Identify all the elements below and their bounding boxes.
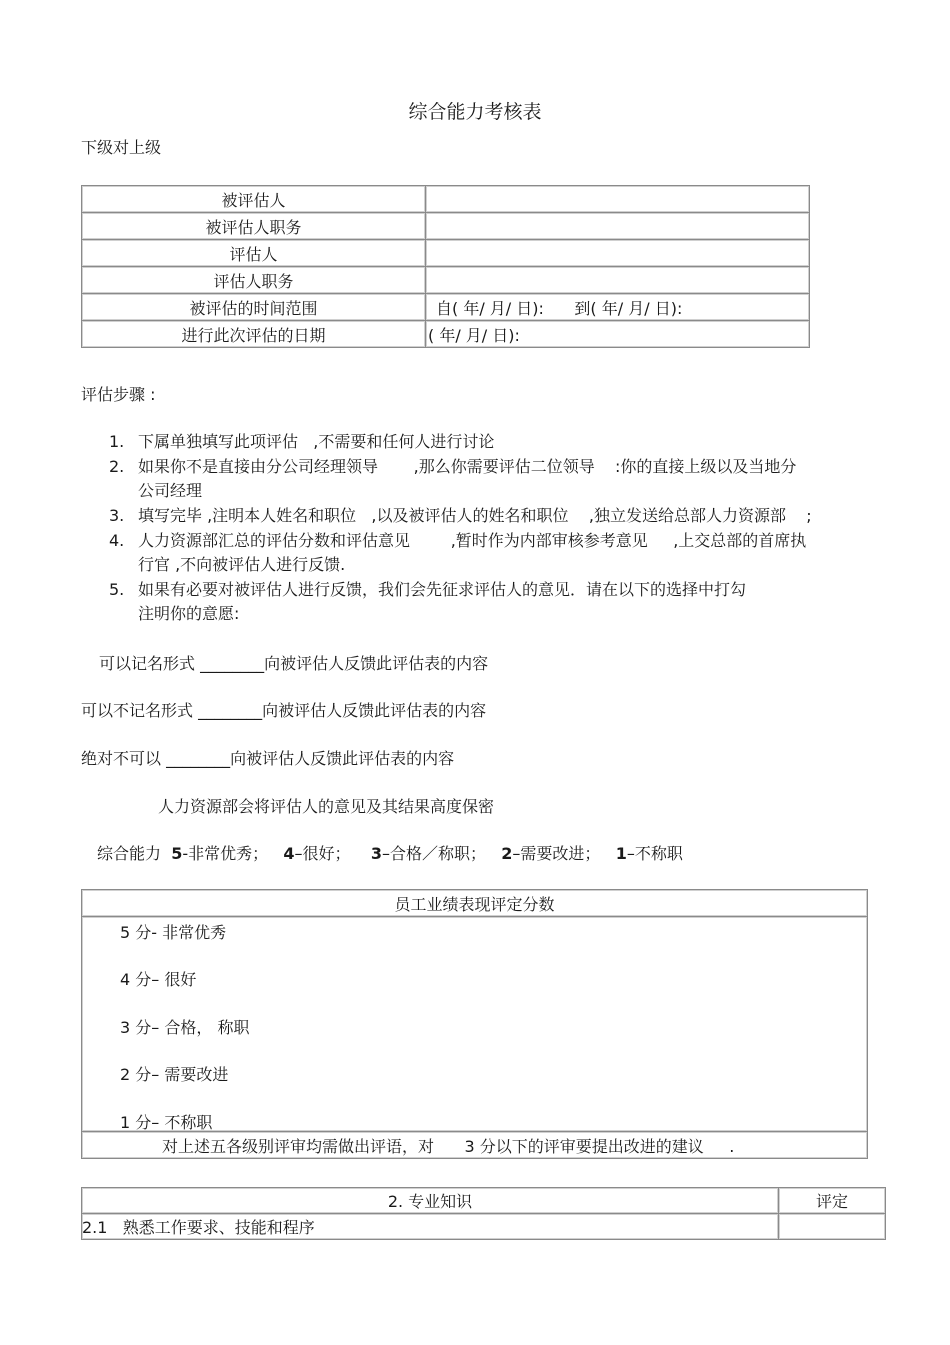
criterion-rating[interactable]: [779, 1214, 886, 1240]
info-value[interactable]: [426, 267, 810, 294]
info-row: [82, 186, 810, 213]
scale-text: –合格／称职；: [382, 844, 502, 863]
rating-note: 对上述五各级别评审均需做出评语，对 3 分以下的评审要提出改进的建议 .: [82, 1132, 868, 1159]
step-text: 填写完毕 ,注明本人姓名和职位 ,以及被评估人的姓名和职位 ,独立发送给总部人力资源部 ;: [138, 506, 812, 525]
confidentiality-note: 人力资源部会将评估人的意见及其结果高度保密: [158, 797, 495, 816]
step-number: 3.: [109, 506, 125, 525]
step-number: 5.: [109, 580, 125, 599]
page-subtitle: 下级对上级: [81, 138, 162, 157]
steps-heading: 评估步骤 :: [81, 385, 156, 404]
step-item: [81, 529, 881, 577]
scale-text: -非常优秀；: [182, 844, 284, 863]
info-value[interactable]: [426, 240, 810, 267]
info-row: [82, 294, 810, 321]
info-table: [81, 185, 810, 348]
info-value[interactable]: 自( 年/ 月/ 日): 到( 年/ 月/ 日):: [426, 294, 810, 321]
info-row: [82, 321, 810, 348]
scale-number: 5: [171, 844, 183, 863]
rating-table: [81, 889, 868, 1159]
rating-column-header: 评定: [779, 1188, 886, 1214]
scale-text: –不称职: [626, 844, 683, 863]
step-text: 下属单独填写此项评估 ,不需要和任何人进行讨论: [138, 432, 495, 451]
rating-levels-cell: [82, 917, 868, 1132]
info-label: 被评估人: [82, 186, 426, 213]
option-anonymous-feedback[interactable]: 可以不记名形式 ________向被评估人反馈此评估表的内容: [81, 701, 487, 720]
scale-text: –很好；: [294, 844, 371, 863]
rating-scale-line: [97, 841, 683, 864]
option-named-feedback[interactable]: 可以记名形式 ________向被评估人反馈此评估表的内容: [99, 654, 489, 673]
info-value[interactable]: [426, 186, 810, 213]
info-label: 进行此次评估的日期: [82, 321, 426, 348]
scale-prefix: 综合能力: [97, 844, 172, 863]
rating-table-header: 员工业绩表现评定分数: [82, 890, 868, 917]
step-item: [81, 504, 881, 528]
criterion-label: 2.1 熟悉工作要求、技能和程序: [82, 1214, 779, 1240]
professional-knowledge-table: [81, 1187, 886, 1240]
info-label: 被评估人职务: [82, 213, 426, 240]
step-text: 如果有必要对被评估人进行反馈，我们会先征求评估人的意见．请在以下的选择中打勾 注明你的意愿:: [138, 580, 747, 623]
info-label: 评估人职务: [82, 267, 426, 294]
rating-level: 5 分- 非常优秀: [120, 923, 227, 942]
step-text: 人力资源部汇总的评估分数和评估意见 ,暂时作为内部审核参考意见 ,上交总部的首席执 行官 ,不向被评估人进行反馈.: [138, 531, 807, 574]
section-header: 2. 专业知识: [82, 1188, 779, 1214]
scale-number: 1: [615, 844, 627, 863]
option-no-feedback[interactable]: 绝对不可以 ________向被评估人反馈此评估表的内容: [81, 749, 455, 768]
table-row: [82, 1214, 886, 1240]
rating-level: 2 分– 需要改进: [120, 1065, 229, 1084]
step-item: [81, 455, 881, 503]
page-title: 综合能力考核表: [408, 101, 542, 123]
steps-list: [81, 430, 881, 627]
info-label: 评估人: [82, 240, 426, 267]
step-number: 2.: [109, 457, 125, 476]
step-number: 4.: [109, 531, 125, 550]
info-label: 被评估的时间范围: [82, 294, 426, 321]
scale-number: 2: [501, 844, 513, 863]
info-value[interactable]: [426, 213, 810, 240]
rating-level: 1 分– 不称职: [120, 1113, 213, 1132]
scale-text: –需要改进；: [512, 844, 616, 863]
step-number: 1.: [109, 432, 125, 451]
step-text: 如果你不是直接由分公司经理领导 ,那么你需要评估二位领导 :你的直接上级以及当地分 公司经理: [138, 457, 797, 500]
rating-level: 3 分– 合格， 称职: [120, 1018, 250, 1037]
info-value[interactable]: ( 年/ 月/ 日):: [426, 321, 810, 348]
info-row: [82, 213, 810, 240]
rating-level: 4 分– 很好: [120, 970, 197, 989]
step-item: [81, 578, 881, 626]
scale-number: 3: [370, 844, 383, 863]
step-item: [81, 430, 881, 454]
info-row: [82, 267, 810, 294]
info-row: [82, 240, 810, 267]
scale-number: 4: [283, 844, 295, 863]
